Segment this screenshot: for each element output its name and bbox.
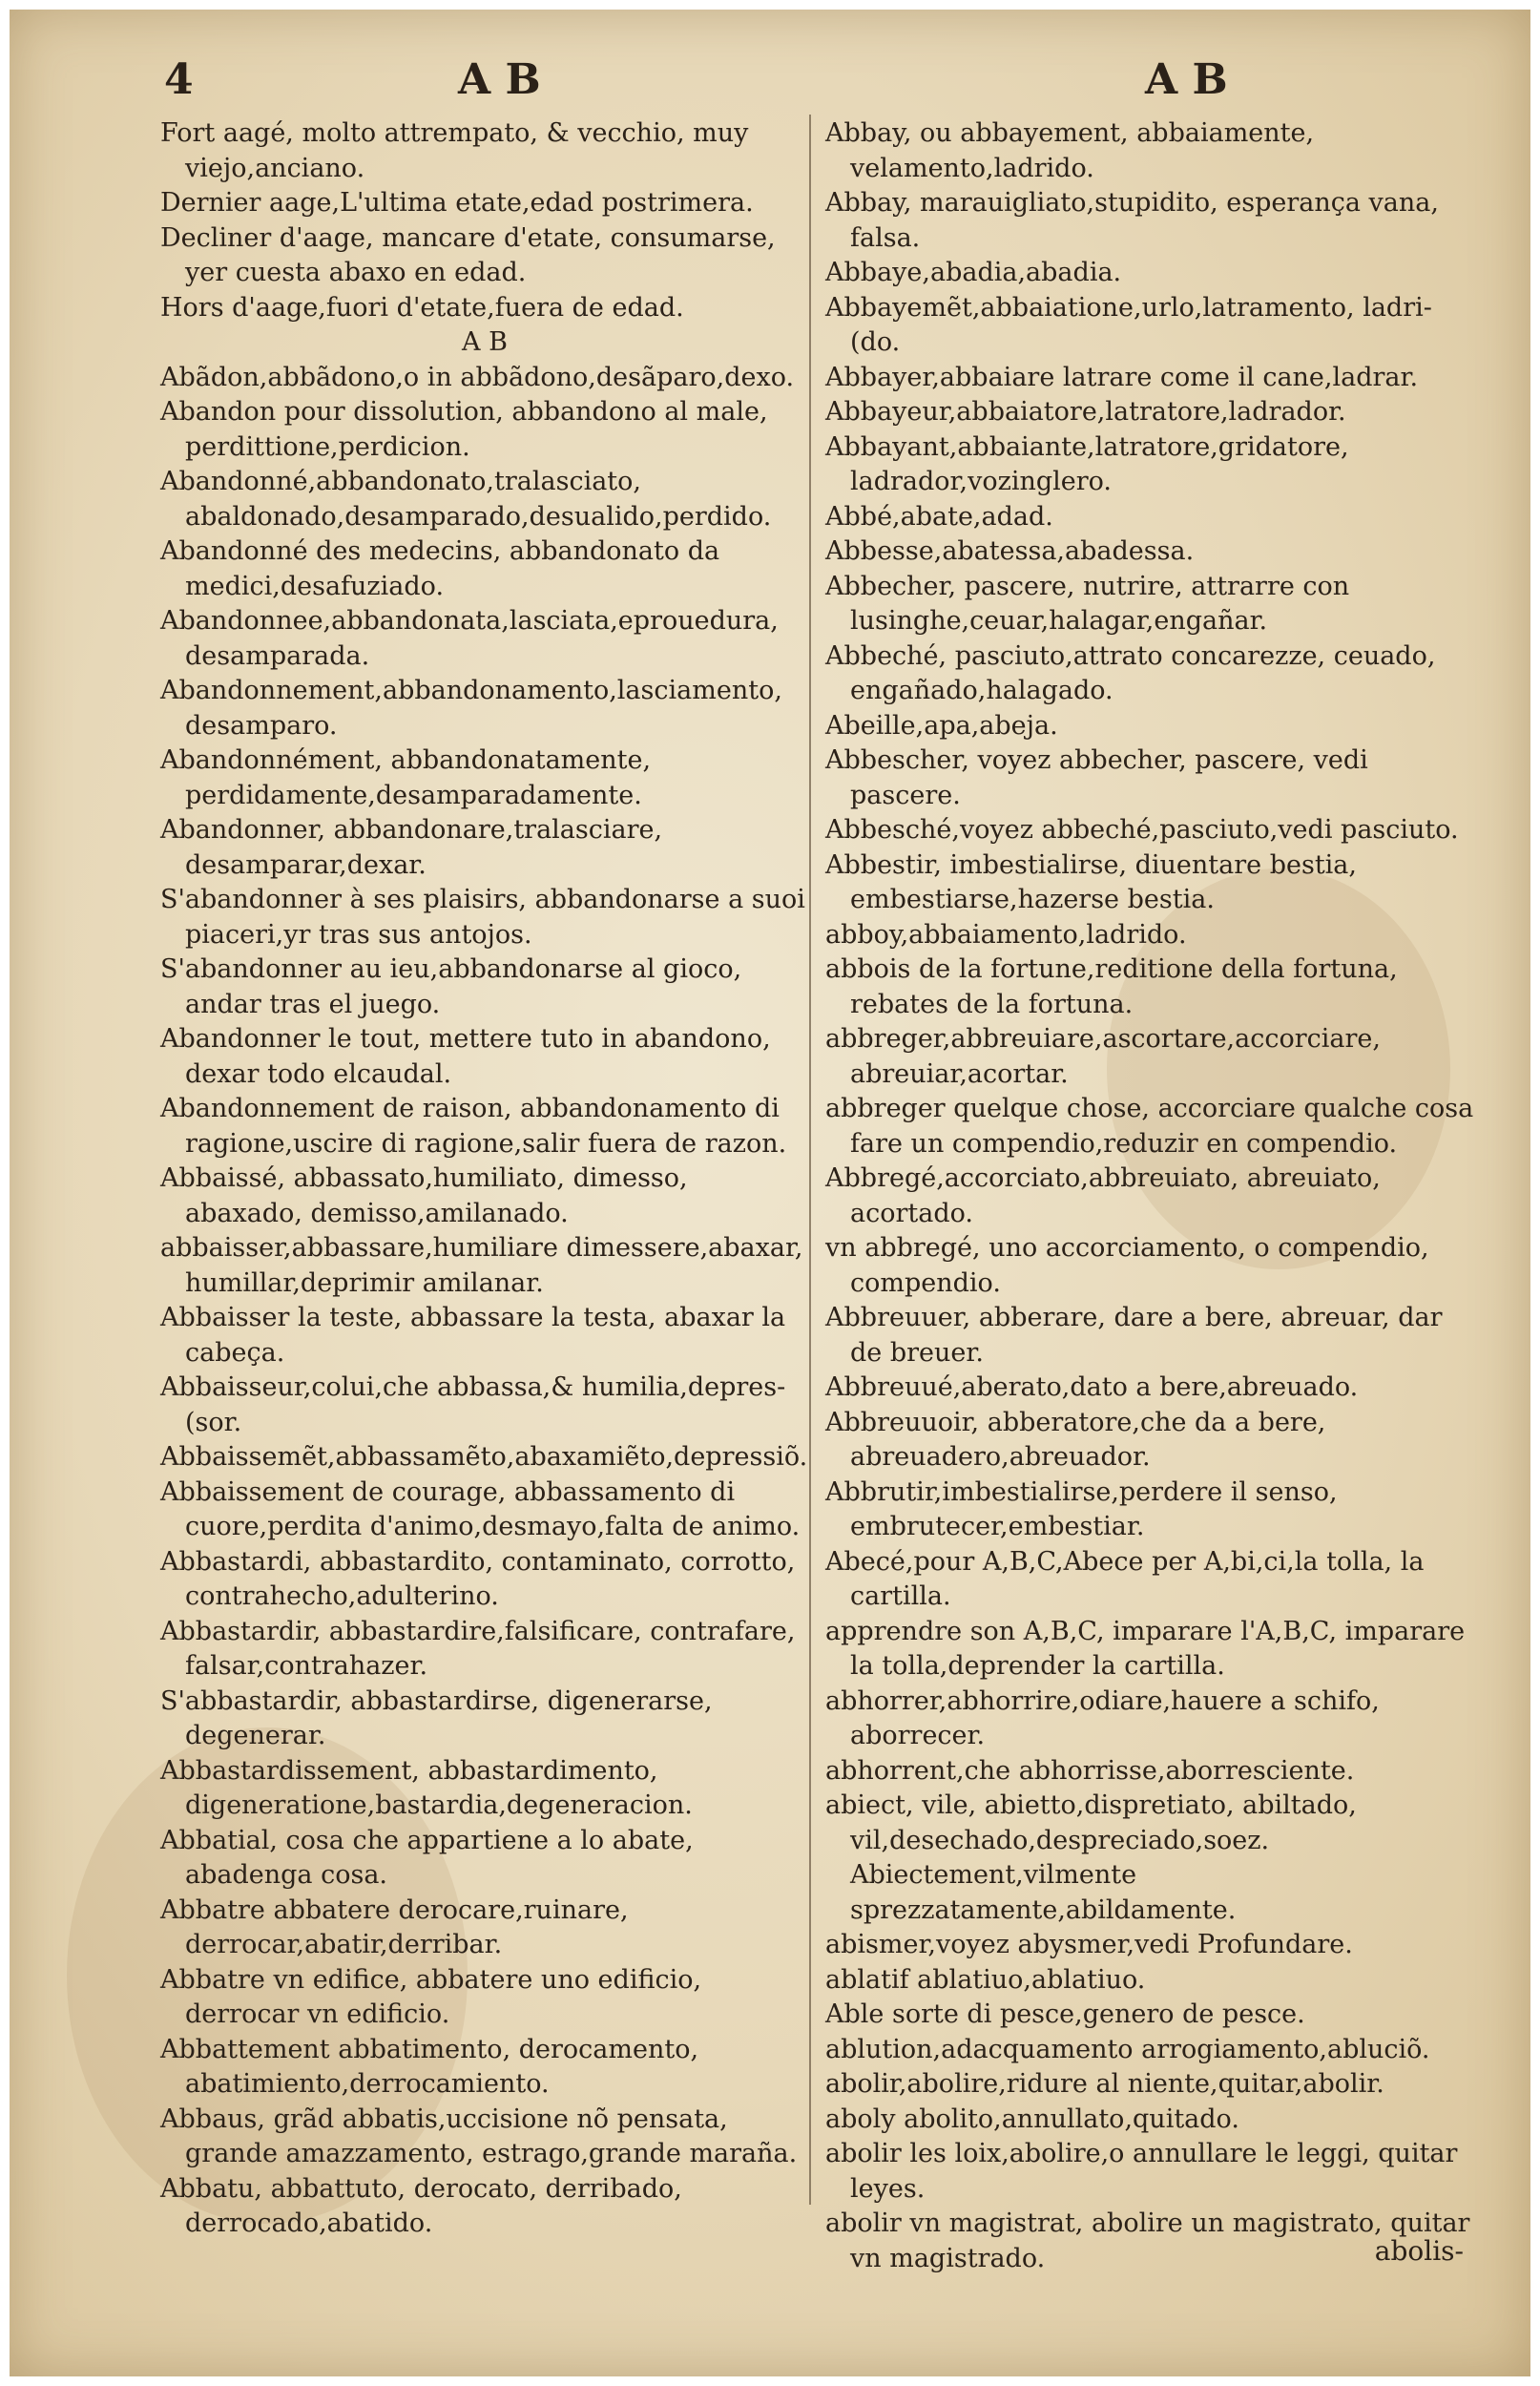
dictionary-entry: Abbaus, grãd abbatis,uccisione nõ pensata, grande amazzamento, estrago,grande maraña. bbox=[160, 2103, 798, 2168]
dictionary-entry: Abbastardissement, abbastardimento, digeneratione,bastardia,degeneracion. bbox=[160, 1755, 693, 1820]
dictionary-entry: Abbatre vn edifice, abbatere uno edificio, derrocar vn edificio. bbox=[160, 1964, 702, 2029]
right-column bbox=[825, 116, 1474, 2276]
dictionary-entry: apprendre son A,B,C, imparare l'A,B,C, imparare la tolla,deprender la cartilla. bbox=[825, 1616, 1466, 1681]
dictionary-entry: Fort aagé, molto attrempato, & vecchio, muy viejo,anciano. bbox=[160, 118, 749, 183]
page-number: 4 bbox=[164, 55, 194, 104]
dictionary-entry: Abbrutir,imbestialirse,perdere il senso, embrutecer,embestiar. bbox=[825, 1476, 1338, 1541]
dictionary-entry: Abandonner le tout, mettere tuto in abandono, dexar todo elcaudal. bbox=[160, 1024, 771, 1089]
dictionary-entry: Abbaissement de courage, abbassamento di cuore,perdita d'animo,desmayo,falta de animo. bbox=[160, 1476, 801, 1541]
dictionary-entry: Abbatre abbatere derocare,ruinare, derrocar,abatir,derribar. bbox=[160, 1894, 629, 1959]
dictionary-entry: Abbaisseur,colui,che abbassa,& humilia,depres-(sor. bbox=[160, 1372, 786, 1437]
column-divider bbox=[809, 115, 811, 2205]
dictionary-entry: abhorrer,abhorrire,odiare,hauere a schifo, aborrecer. bbox=[825, 1685, 1380, 1750]
dictionary-entry: abolir les loix,abolire,o annullare le leggi, quitar leyes. bbox=[825, 2139, 1458, 2204]
dictionary-entry: Abbregé,accorciato,abbreuiato, abreuiato, acortado. bbox=[825, 1163, 1381, 1228]
dictionary-entry: Abbesché,voyez abbeché,pasciuto,vedi pasciuto. bbox=[825, 815, 1459, 845]
dictionary-entry: abbreger,abbreuiare,ascortare,accorciare, abreuiar,acortar. bbox=[825, 1024, 1381, 1089]
dictionary-entry: Abeille,apa,abeja. bbox=[825, 710, 1058, 741]
dictionary-entry: Able sorte di pesce,genero de pesce. bbox=[825, 1999, 1305, 2029]
dictionary-entry: Abandonnement,abbandonamento,lasciamento, desamparo. bbox=[160, 676, 782, 741]
dictionary-entry: Abbaissemẽt,abbassamẽto,abaxamiẽto,depressiõ. bbox=[160, 1442, 808, 1472]
dictionary-entry: Abandonnee,abbandonata,lasciata,eprouedura, desamparada. bbox=[160, 606, 779, 671]
dictionary-entry: Abbesse,abatessa,abadessa. bbox=[825, 536, 1195, 566]
dictionary-entry: Abbreuuer, abberare, dare a bere, abreuar, dar de breuer. bbox=[825, 1303, 1443, 1368]
dictionary-entry: Decliner d'aage, mancare d'etate, consumarse, yer cuesta abaxo en edad. bbox=[160, 222, 776, 287]
dictionary-entry: Abbay, ou abbayement, abbaiamente, velamento,ladrido. bbox=[825, 118, 1315, 183]
dictionary-entry: Abbreuuoir, abberatore,che da a bere, abreuadero,abreuador. bbox=[825, 1407, 1326, 1472]
dictionary-entry: Abbescher, voyez abbecher, pascere, vedi pascere. bbox=[825, 745, 1368, 810]
section-heading: A B bbox=[462, 327, 508, 357]
dictionary-entry: Abbastardi, abbastardito, contaminato, corrotto, contrahecho,adulterino. bbox=[160, 1546, 796, 1611]
dictionary-entry: abhorrent,che abhorrisse,aborresciente. bbox=[825, 1755, 1355, 1786]
dictionary-entry: ablution,adacquamento arrogiamento,abluciõ. bbox=[825, 2034, 1430, 2064]
dictionary-entry: S'abbastardir, abbastardirse, digenerarse, degenerar. bbox=[160, 1685, 713, 1750]
dictionary-entry: Abbayant,abbaiante,latratore,gridatore, ladrador,vozinglero. bbox=[825, 431, 1349, 496]
dictionary-entry: Abbaisser la teste, abbassare la testa, abaxar la cabeça. bbox=[160, 1303, 786, 1368]
dictionary-entry: Hors d'aage,fuori d'etate,fuera de edad. bbox=[160, 292, 684, 323]
dictionary-entry: S'abandonner au ieu,abbandonarse al gioco, andar tras el juego. bbox=[160, 954, 742, 1019]
dictionary-entry: abolir,abolire,ridure al niente,quitar,abolir. bbox=[825, 2069, 1384, 2099]
dictionary-entry: Abbé,abate,adad. bbox=[825, 501, 1053, 532]
dictionary-entry: Abbayeur,abbaiatore,latratore,ladrador. bbox=[825, 397, 1346, 427]
dictionary-entry: abismer,voyez abysmer,vedi Profundare. bbox=[825, 1930, 1353, 1959]
dictionary-entry: Abbaye,abadia,abadia. bbox=[825, 258, 1122, 287]
dictionary-entry: Abandonner, abbandonare,tralasciare, desamparar,dexar. bbox=[160, 815, 663, 880]
dictionary-entry: Abbreuué,aberato,dato a bere,abreuado. bbox=[825, 1372, 1359, 1402]
dictionary-entry: S'abandonner à ses plaisirs, abbandonarse a suoi piaceri,yr tras sus antojos. bbox=[160, 885, 805, 950]
left-column bbox=[160, 116, 809, 2242]
dictionary-entry: Abbatial, cosa che appartiene a lo abate, abadenga cosa. bbox=[160, 1825, 694, 1890]
running-head-right: A B bbox=[1145, 55, 1228, 104]
catchword: abolis- bbox=[1374, 2235, 1464, 2267]
dictionary-entry: Abbattement abbatimento, derocamento, abatimiento,derrocamiento. bbox=[160, 2034, 699, 2099]
dictionary-entry: Abbayer,abbaiare latrare come il cane,ladrar. bbox=[825, 362, 1419, 392]
dictionary-entry: Abbaissé, abbassato,humiliato, dimesso, abaxado, demisso,amilanado. bbox=[160, 1163, 688, 1228]
running-head-left: A B bbox=[458, 55, 541, 104]
dictionary-entry: abboy,abbaiamento,ladrido. bbox=[825, 919, 1187, 950]
dictionary-entry: Abandon pour dissolution, abbandono al male, perdittione,perdicion. bbox=[160, 397, 768, 462]
dictionary-entry: Abandonné des medecins, abbandonato da medici,desafuziado. bbox=[160, 536, 720, 601]
dictionary-entry: ablatif ablatiuo,ablatiuo. bbox=[825, 1964, 1146, 1995]
dictionary-entry: Dernier aage,L'ultima etate,edad postrimera. bbox=[160, 188, 754, 218]
dictionary-entry: Abbastardir, abbastardire,falsificare, contrafare, falsar,contrahazer. bbox=[160, 1616, 796, 1681]
dictionary-entry: Abbeché, pasciuto,attrato concarezze, ceuado, engañado,halagado. bbox=[825, 640, 1436, 705]
dictionary-entry: Abbayemẽt,abbaiatione,urlo,latramento, ladri-(do. bbox=[825, 292, 1432, 357]
dictionary-entry: Abbestir, imbestialirse, diuentare bestia, embestiarse,hazerse bestia. bbox=[825, 849, 1357, 914]
dictionary-entry: abolir vn magistrat, abolire un magistrato, quitar vn magistrado. bbox=[825, 2208, 1470, 2273]
dictionary-entry: Abecé,pour A,B,C,Abece per A,bi,ci,la tolla, la cartilla. bbox=[825, 1546, 1425, 1611]
dictionary-entry: vn abbregé, uno accorciamento, o compendio, compendio. bbox=[825, 1233, 1429, 1298]
dictionary-entry: Abandonnément, abbandonatamente, perdidamente,desamparadamente. bbox=[160, 745, 652, 810]
dictionary-entry: Abbatu, abbattuto, derocato, derribado, derrocado,abatido. bbox=[160, 2173, 682, 2238]
dictionary-entry: abbreger quelque chose, accorciare qualche cosa fare un compendio,reduzir en compendio. bbox=[825, 1094, 1474, 1159]
dictionary-entry: abbaisser,abbassare,humiliare dimessere,abaxar, humillar,deprimir amilanar. bbox=[160, 1233, 803, 1298]
dictionary-entry: Abbay, marauigliato,stupidito, esperança vana, falsa. bbox=[825, 188, 1439, 253]
dictionary-entry: abbois de la fortune,reditione della fortuna, rebates de la fortuna. bbox=[825, 954, 1398, 1019]
dictionary-entry: Abbecher, pascere, nutrire, attrarre con lusinghe,ceuar,halagar,engañar. bbox=[825, 571, 1350, 636]
dictionary-entry: aboly abolito,annullato,quitado. bbox=[825, 2103, 1239, 2134]
dictionary-entry: Abandonnement de raison, abbandonamento di ragione,uscire di ragione,salir fuera de razon. bbox=[160, 1094, 787, 1159]
dictionary-entry: abiect, vile, abietto,dispretiato, abiltado, vil,desechado,despreciado,soez. Abiectement,vilmente sprezzatamente,abildamente. bbox=[825, 1790, 1357, 1925]
page bbox=[10, 10, 1530, 2376]
dictionary-entry: Abandonné,abbandonato,tralasciato, abaldonado,desamparado,desualido,perdido. bbox=[160, 467, 772, 532]
dictionary-entry: Abãdon,abbãdono,o in abbãdono,desãparo,dexo. bbox=[160, 362, 795, 392]
